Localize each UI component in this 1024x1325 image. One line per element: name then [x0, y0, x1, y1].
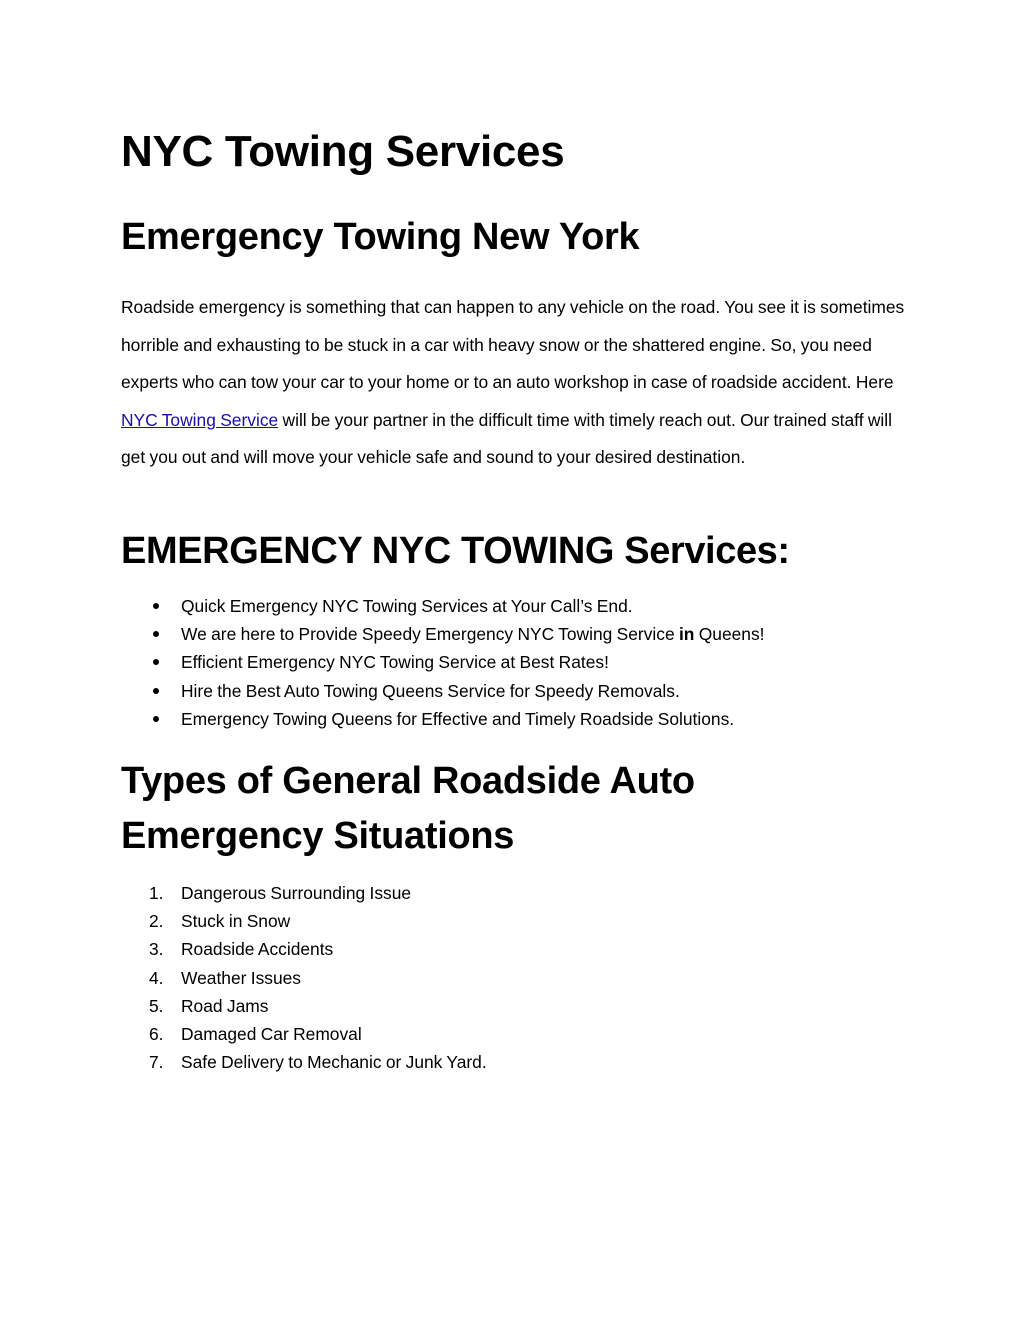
intro-text-after-link: will be your partner in the difficult time with timely reach out. Our trained staff will get you out and will move your vehicle safe and sound to your desired destination. — [121, 409, 893, 468]
list-number: 5. — [149, 995, 164, 1016]
list-number: 6. — [149, 1023, 164, 1044]
types-list — [121, 879, 911, 1076]
list-item — [121, 620, 911, 648]
list-item-text: Emergency Towing Queens for Effective and Timely Roadside Solutions. — [181, 708, 735, 729]
page-title: NYC Towing Services — [121, 127, 565, 176]
bullet-icon — [153, 688, 159, 694]
types-heading: Types of General Roadside Auto Emergency Situations — [121, 760, 695, 857]
list-item-text: Stuck in Snow — [181, 911, 291, 932]
services-list — [121, 592, 911, 733]
list-item — [121, 1020, 911, 1048]
list-item-text-after: Queens! — [694, 624, 765, 645]
list-item — [121, 705, 911, 733]
list-number: 4. — [149, 967, 164, 988]
list-item-text: Road Jams — [181, 995, 269, 1016]
list-item-text: Dangerous Surrounding Issue — [181, 883, 412, 903]
intro-text-before-link: Roadside emergency is something that can happen to any vehicle on the road. You see it is sometimes horrible and exhausting to be stuck in a car with heavy snow or the shattered engine. So, you need experts who can tow your car to your home or to an auto workshop in case of roadside accident. Here — [121, 297, 905, 393]
list-item-text: Roadside Accidents — [181, 939, 334, 960]
list-item-text: We are here to Provide Speedy Emergency NYC Towing Service — [181, 624, 679, 645]
list-number: 2. — [149, 911, 164, 932]
list-item — [121, 592, 911, 620]
list-item-text: Safe Delivery to Mechanic or Junk Yard. — [181, 1052, 487, 1073]
list-item-text: Damaged Car Removal — [181, 1023, 362, 1044]
list-item-text: Efficient Emergency NYC Towing Service at Best Rates! — [181, 652, 609, 673]
bullet-icon — [153, 716, 159, 722]
list-item-text: Weather Issues — [181, 967, 302, 988]
list-number: 7. — [149, 1052, 164, 1073]
page-subtitle: Emergency Towing New York — [121, 216, 640, 258]
services-heading: EMERGENCY NYC TOWING Services: — [121, 530, 790, 572]
list-item — [121, 964, 911, 992]
list-item-text: Hire the Best Auto Towing Queens Service for Speedy Removals. — [181, 680, 680, 701]
list-number: 1. — [149, 883, 164, 903]
nyc-towing-service-link[interactable]: NYC Towing Service — [121, 409, 279, 430]
list-item — [121, 677, 911, 705]
list-item-bold-text: in — [678, 624, 695, 645]
list-item-text: Quick Emergency NYC Towing Services at Your Call’s End. — [181, 596, 633, 616]
list-item — [121, 1048, 911, 1076]
list-item — [121, 992, 911, 1020]
list-item — [121, 648, 911, 676]
list-item — [121, 907, 911, 935]
list-item — [121, 935, 911, 963]
list-number: 3. — [149, 939, 164, 960]
intro-paragraph — [121, 289, 906, 477]
list-item — [121, 879, 911, 907]
bullet-icon — [153, 631, 159, 637]
bullet-icon — [153, 603, 159, 609]
bullet-icon — [153, 659, 159, 665]
